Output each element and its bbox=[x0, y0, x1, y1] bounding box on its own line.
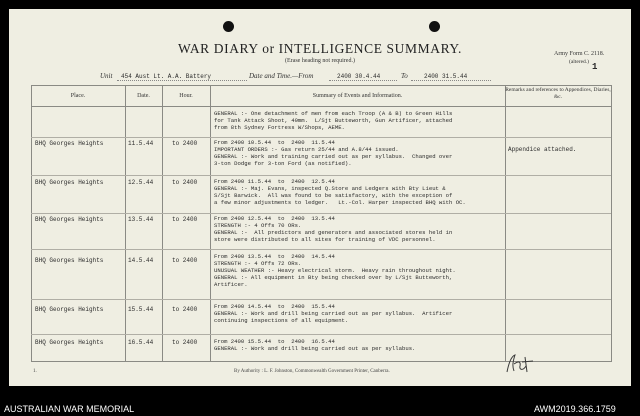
entry-hour: to 2400 bbox=[172, 140, 198, 147]
from-value: 2400 30.4.44 bbox=[337, 73, 381, 80]
from-rule bbox=[329, 80, 397, 81]
army-form-sub: (altered.) bbox=[569, 59, 589, 65]
page-title: WAR DIARY or INTELLIGENCE SUMMARY. bbox=[177, 41, 463, 56]
entry-place: BHQ Georges Heights bbox=[35, 216, 104, 223]
to-value: 2400 31.5.44 bbox=[424, 73, 468, 80]
entry-date: 12.5.44 bbox=[128, 179, 154, 186]
entry-hour: to 2400 bbox=[172, 179, 198, 186]
entry-place: BHQ Georges Heights bbox=[35, 306, 104, 313]
header-rule bbox=[31, 106, 611, 107]
entry-hour: to 2400 bbox=[172, 216, 198, 223]
entry-date: 13.5.44 bbox=[128, 216, 154, 223]
diary-sheet bbox=[9, 9, 631, 386]
col-header-place: Place. bbox=[70, 93, 86, 99]
entry-date: 11.5.44 bbox=[128, 140, 154, 147]
col-rule bbox=[162, 85, 163, 362]
entry-date: 15.5.44 bbox=[128, 306, 154, 313]
row-rule bbox=[31, 137, 611, 138]
page-number-mark: 1 bbox=[592, 62, 598, 72]
unit-value: 454 Aust Lt. A.A. Battery bbox=[121, 73, 212, 80]
collection-caption: AUSTRALIAN WAR MEMORIAL bbox=[4, 404, 135, 414]
col-rule bbox=[210, 85, 211, 362]
signature-mark bbox=[503, 352, 537, 376]
row-rule bbox=[31, 213, 611, 214]
entry-summary: GENERAL :- One detachment of men from each Troop (A & B) to Green Hills for Tank Attack Shoot, 40mm. L/Sjt Butteworth, Gun Artificer, attached from 8th Sydney Fortress W/Shops, AEME. bbox=[214, 110, 453, 131]
punch-hole bbox=[223, 21, 234, 32]
accession-number: AWM2019.366.1759 bbox=[534, 404, 616, 414]
punch-hole bbox=[429, 21, 440, 32]
date-time-label: Date and Time.—From bbox=[249, 72, 314, 80]
col-rule bbox=[505, 85, 506, 362]
entry-hour: to 2400 bbox=[172, 339, 198, 346]
row-rule bbox=[31, 249, 611, 250]
entry-hour: to 2400 bbox=[172, 257, 198, 264]
col-rule bbox=[611, 85, 612, 362]
entry-summary: From 2400 13.5.44 to 2400 14.5.44 STRENGTH :- 4 Offs 72 ORs. UNUSUAL WEATHER :- Heavy electrical storm. Heavy rain throughout night. GENERAL :- All equipment in Bty being checked over by L/Sjt Butteworth, Artificer. bbox=[214, 253, 456, 288]
unit-rule bbox=[117, 80, 247, 81]
col-header-remarks: Remarks and references to Appendices, Diaries, &c. bbox=[505, 87, 611, 100]
entry-place: BHQ Georges Heights bbox=[35, 140, 104, 147]
entry-summary: From 2400 12.5.44 to 2400 13.5.44 STRENGTH :- 4 Offs 70 ORs. GENERAL :- All predictors and generators and associated stores held in store were distributed to all sites for training of VDC personnel. bbox=[214, 215, 453, 243]
table-top-rule bbox=[31, 85, 611, 86]
entry-summary: From 2400 10.5.44 to 2400 11.5.44 IMPORTANT ORDERS :- Gas return 25/44 and A.8/44 issued. GENERAL :- Work and training carried out as per syllabus. Changed over 3-ton Dodge for 3-ton Ford (as notified). bbox=[214, 139, 453, 167]
entry-remarks: Appendice attached. bbox=[508, 146, 577, 153]
page-subtitle: (Erase heading not required.) bbox=[285, 58, 355, 64]
to-rule bbox=[411, 80, 491, 81]
entry-date: 16.5.44 bbox=[128, 339, 154, 346]
entry-place: BHQ Georges Heights bbox=[35, 257, 104, 264]
army-form-ref: Army Form C. 2118. bbox=[554, 51, 605, 57]
entry-date: 14.5.44 bbox=[128, 257, 154, 264]
col-header-summary: Summary of Events and Information. bbox=[312, 93, 403, 99]
entry-place: BHQ Georges Heights bbox=[35, 339, 104, 346]
sheet-number: 1. bbox=[33, 369, 37, 374]
col-header-date: Date. bbox=[137, 93, 150, 99]
entry-hour: to 2400 bbox=[172, 306, 198, 313]
entry-summary: From 2400 14.5.44 to 2400 15.5.44 GENERAL :- Work and drill being carried out as per syllabus. Artificer continuing inspections of all equipment. bbox=[214, 303, 453, 324]
entry-place: BHQ Georges Heights bbox=[35, 179, 104, 186]
entry-summary: From 2400 11.5.44 to 2400 12.5.44 GENERAL :- Maj. Evans, inspected Q.Store and Ledgers with Bty Lieut & S/Sjt Barwick. All was found to be satisfactory, with the exception of a few minor adjustments to ledger. Lt.-Col. Harper inspected BHQ with OC. bbox=[214, 178, 466, 206]
row-rule bbox=[31, 175, 611, 176]
printer-authority: By Authority : L. F. Johnston, Commonwealth Government Printer, Canberra. bbox=[234, 369, 390, 374]
unit-label: Unit bbox=[100, 72, 113, 80]
col-rule bbox=[125, 85, 126, 362]
row-rule bbox=[31, 299, 611, 300]
entry-summary: From 2400 15.5.44 to 2400 16.5.44 GENERAL :- Work and drill being carried out as per syllabus. bbox=[214, 338, 416, 352]
col-header-hour: Hour. bbox=[179, 93, 193, 99]
row-rule bbox=[31, 334, 611, 335]
to-label: To bbox=[401, 72, 408, 80]
col-rule bbox=[31, 85, 32, 362]
